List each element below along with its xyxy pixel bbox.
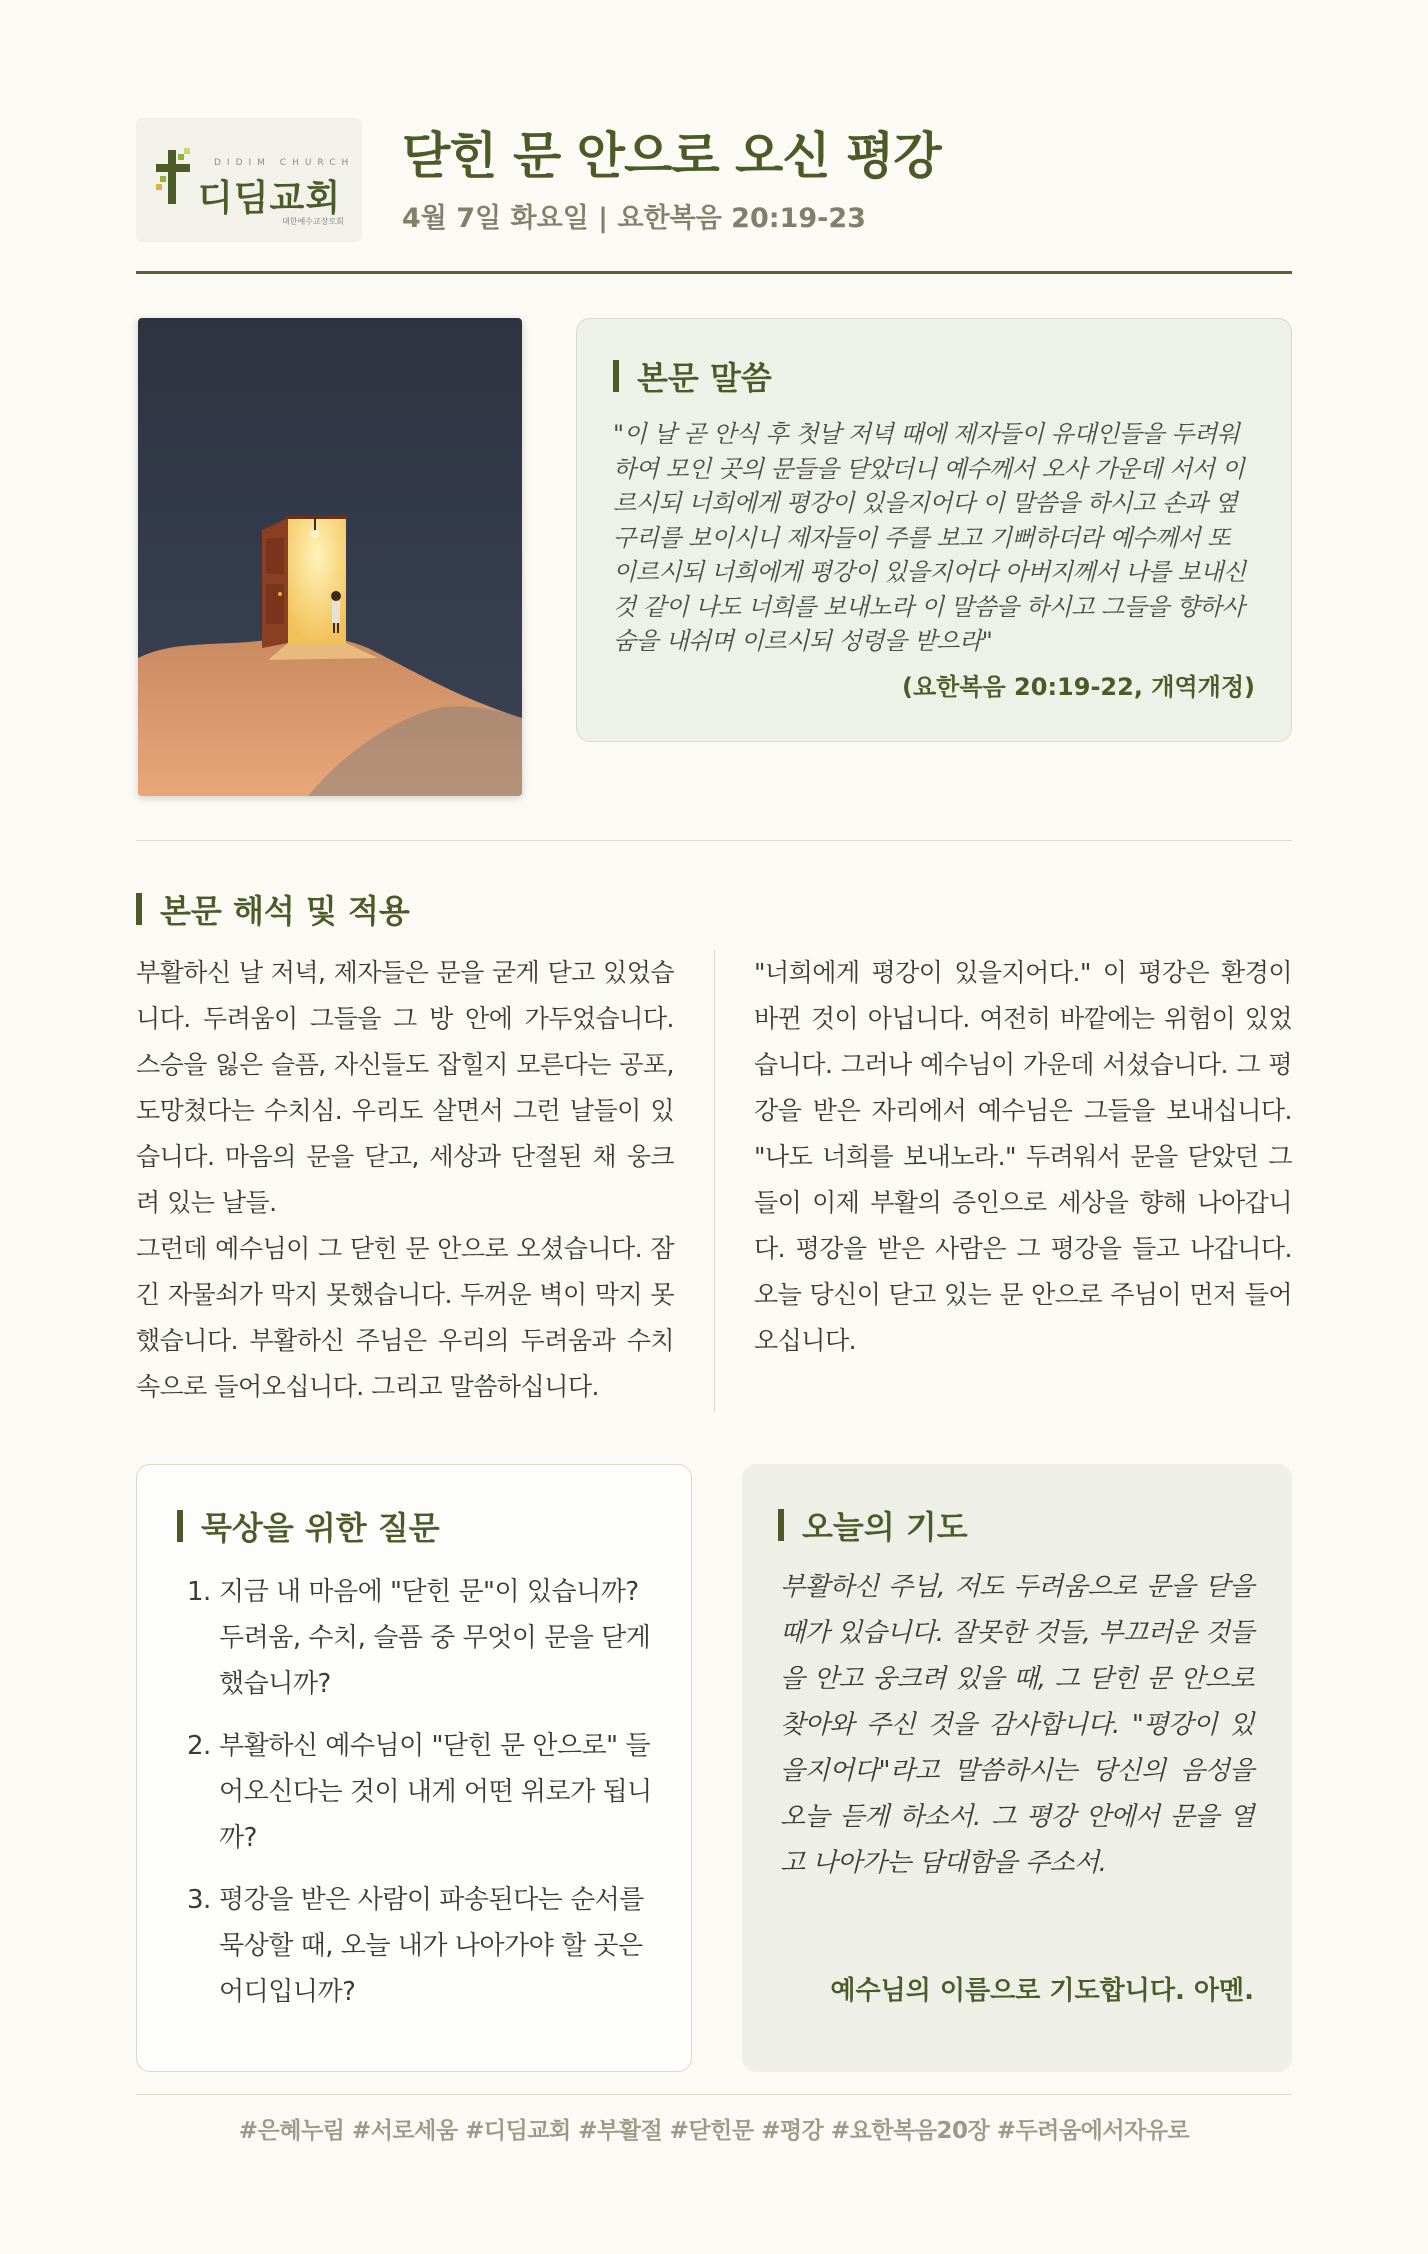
- heading-bar: [136, 893, 142, 925]
- column-divider: [714, 950, 715, 1412]
- question-number: 3.: [187, 1885, 211, 1915]
- question-number: 1.: [187, 1577, 211, 1607]
- page-subtitle: 4월 7일 화요일 | 요한복음 20:19-23: [402, 203, 866, 234]
- interpretation-paragraph: "너희에게 평강이 있을지어다." 이 평강은 환경이 바뀐 것이 아닙니다. 여전히 바깥에는 위험이 있었습니다. 그러나 예수님이 가운데 서셨습니다. 그 평강을 받은 자리에서 예수님은 그들을 보내십니다. "나도 너희를 보내노라." 두려워서 문을 닫았던 그들이 이제 부활의 증인으로 세상을 향해 나아갑니다. 평강을 받은 사람은 그 평강을 들고 나갑니다. 오늘 당신이 닫고 있는 문 안으로 주님이 먼저 들어오십니다.: [754, 958, 1292, 1355]
- page-title: 닫힌 문 안으로 오신 평강: [402, 127, 941, 185]
- interpretation-right-column: [754, 950, 1292, 1364]
- scripture-reference: (요한복음 20:19-22, 개역개정): [902, 673, 1255, 701]
- scripture-box: [576, 318, 1292, 742]
- heading-bar: [778, 1509, 784, 1541]
- question-text: 평강을 받은 사람이 파송된다는 순서를 묵상할 때, 오늘 내가 나아가야 할 곳은 어디입니까?: [219, 1885, 644, 2007]
- hashtags: #은혜누림 #서로세움 #디딤교회 #부활절 #닫힌문 #평강 #요한복음20장 #두려움에서자유로: [238, 2118, 1190, 2144]
- scripture-heading-text: 본문 말씀: [637, 359, 772, 397]
- question-text: 부활하신 예수님이 "닫힌 문 안으로" 들어오신다는 것이 내게 어떤 위로가 됩니까?: [219, 1731, 652, 1853]
- question-item: [187, 1569, 657, 1707]
- question-item: [187, 1877, 657, 2015]
- question-text: 지금 내 마음에 "닫힌 문"이 있습니까? 두려움, 수치, 슬픔 중 무엇이 문을 닫게 했습니까?: [219, 1577, 651, 1699]
- prayer-closing: 예수님의 이름으로 기도합니다. 아멘.: [830, 1976, 1254, 2006]
- interpretation-paragraph: 그런데 예수님이 그 닫힌 문 안으로 오셨습니다. 잠긴 자물쇠가 막지 못했습니다. 두꺼운 벽이 막지 못했습니다. 부활하신 주님은 우리의 두려움과 수치 속으로 들어오십니다. 그리고 말씀하십니다.: [136, 1234, 674, 1401]
- header: [136, 112, 1292, 274]
- question-number: 2.: [187, 1731, 211, 1761]
- cross-icon: [154, 146, 194, 206]
- scripture-heading: [613, 353, 772, 399]
- questions-list: [187, 1569, 657, 2031]
- interpretation-left-column: [136, 950, 674, 1410]
- question-item: [187, 1723, 657, 1861]
- logo-english: DIDIM CHURCH: [214, 158, 355, 168]
- prayer-heading: [778, 1502, 968, 1548]
- divider: [136, 2094, 1292, 2095]
- prayer-heading-text: 오늘의 기도: [802, 1508, 968, 1546]
- heading-bar: [177, 1510, 183, 1542]
- logo-korean: 디딤교회: [198, 178, 342, 219]
- questions-box: [136, 1464, 692, 2072]
- prayer-box: [742, 1464, 1292, 2072]
- logo-subtitle: 대한예수교장로회: [282, 217, 344, 226]
- questions-heading-text: 묵상을 위한 질문: [201, 1509, 440, 1547]
- door-illustration: [138, 318, 522, 796]
- questions-heading: [177, 1503, 440, 1549]
- interpretation-heading-text: 본문 해석 및 적용: [160, 892, 410, 930]
- church-logo: [136, 118, 362, 242]
- door-illustration-svg: [138, 318, 522, 796]
- divider: [136, 840, 1292, 841]
- heading-bar: [613, 360, 619, 392]
- scripture-text: "이 날 곧 안식 후 첫날 저녁 때에 제자들이 유대인들을 두려워하여 모인 곳의 문들을 닫았더니 예수께서 오사 가운데 서서 이르시되 너희에게 평강이 있을지어다 이 말씀을 하시고 손과 옆구리를 보이시니 제자들이 주를 보고 기뻐하더라 예수께서 또 이르시되 너희에게 평강이 있을지어다 아버지께서 나를 보내신 것 같이 나도 너희를 보내노라 이 말씀을 하시고 그들을 향하사 숨을 내쉬며 이르시되 성령을 받으라": [613, 420, 1246, 655]
- interpretation-paragraph: 부활하신 날 저녁, 제자들은 문을 굳게 닫고 있었습니다. 두려움이 그들을 그 방 안에 가두었습니다. 스승을 잃은 슬픔, 자신들도 잡힐지 모른다는 공포, 도망쳤다는 수치심. 우리도 살면서 그런 날들이 있습니다. 마음의 문을 닫고, 세상과 단절된 채 웅크려 있는 날들.: [136, 958, 674, 1217]
- prayer-text: 부활하신 주님, 저도 두려움으로 문을 닫을 때가 있습니다. 잘못한 것들, 부끄러운 것들을 안고 웅크려 있을 때, 그 닫힌 문 안으로 찾아와 주신 것을 감사합니다. "평강이 있을지어다"라고 말씀하시는 당신의 음성을 오늘 듣게 하소서. 그 평강 안에서 문을 열고 나아가는 담대함을 주소서.: [780, 1572, 1254, 1878]
- interpretation-heading: [136, 886, 410, 932]
